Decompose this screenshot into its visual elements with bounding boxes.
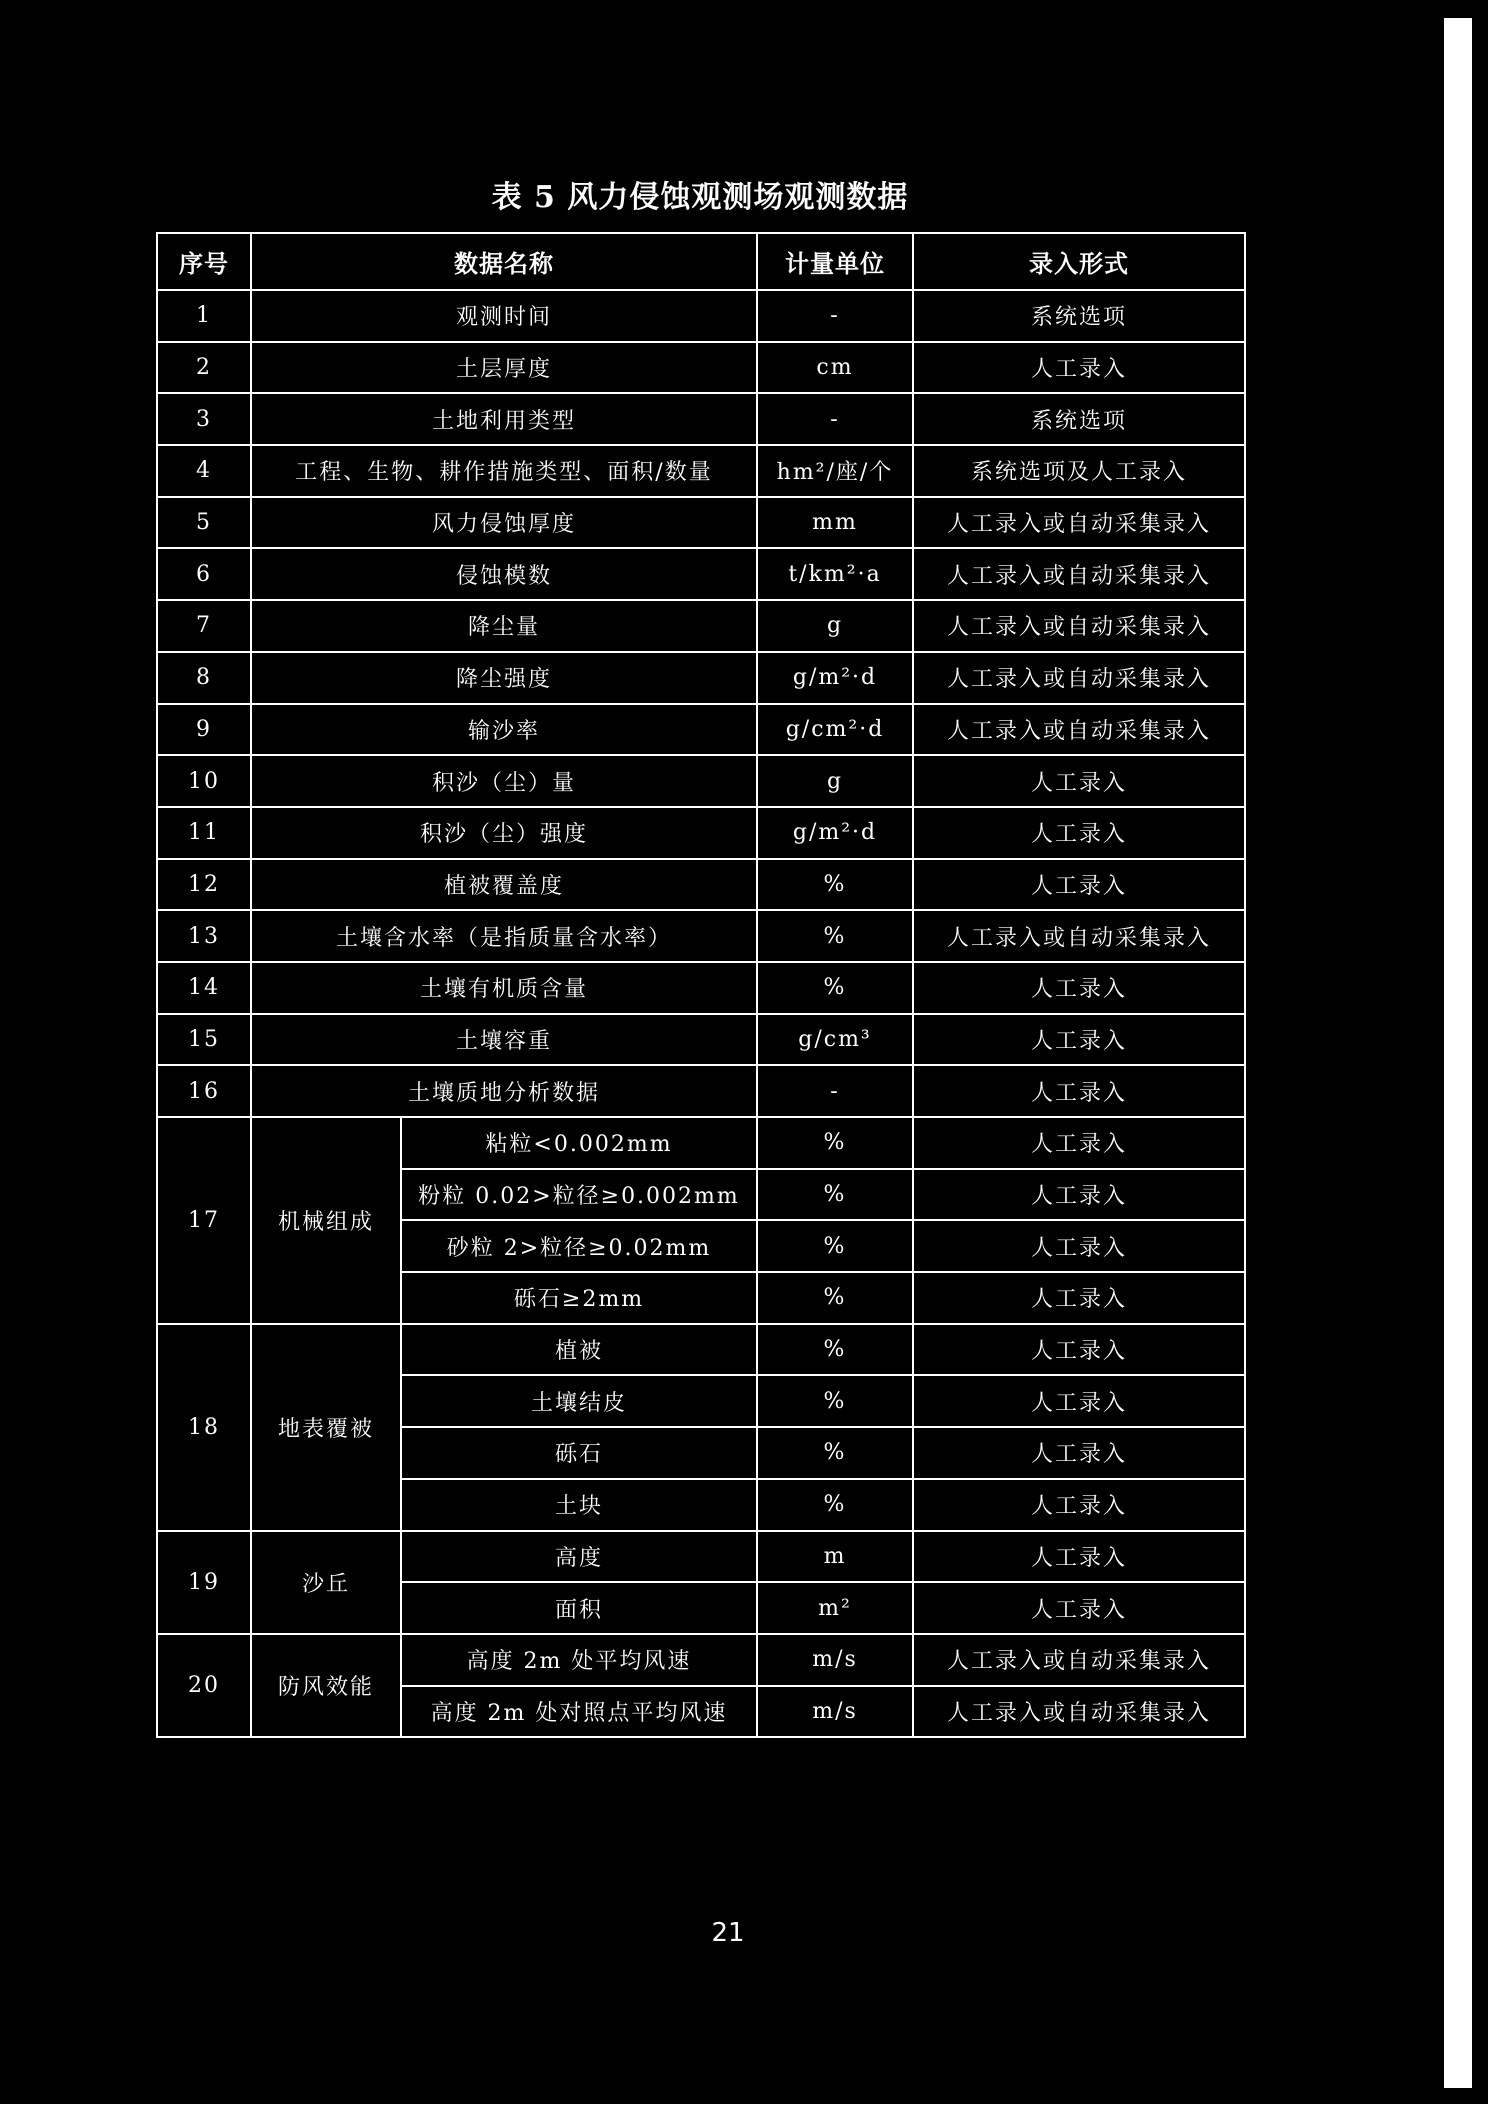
row-entry: 人工录入或自动采集录入 (913, 1634, 1245, 1686)
group-name: 地表覆被 (251, 1324, 401, 1531)
table-row (157, 342, 1245, 394)
row-entry: 人工录入或自动采集录入 (913, 652, 1245, 704)
row-name: 降尘强度 (251, 652, 757, 704)
sub-item-name: 植被 (401, 1324, 757, 1376)
row-unit: m/s (757, 1686, 913, 1738)
row-entry: 人工录入或自动采集录入 (913, 497, 1245, 549)
sub-item-name: 粘粒<0.002mm (401, 1117, 757, 1169)
sub-item-name: 粉粒 0.02>粒径≥0.002mm (401, 1169, 757, 1221)
row-unit: cm (757, 342, 913, 394)
row-unit: g/m²·d (757, 807, 913, 859)
row-index: 8 (157, 652, 251, 704)
table-row (157, 1634, 1245, 1686)
row-name: 植被覆盖度 (251, 859, 757, 911)
row-unit: g/cm³ (757, 1014, 913, 1066)
sub-item-name: 高度 2m 处对照点平均风速 (401, 1686, 757, 1738)
row-entry: 人工录入 (913, 1014, 1245, 1066)
observation-data-table (156, 232, 1246, 1738)
table-row (157, 497, 1245, 549)
sub-item-name: 高度 2m 处平均风速 (401, 1634, 757, 1686)
row-name: 风力侵蚀厚度 (251, 497, 757, 549)
row-name: 土地利用类型 (251, 393, 757, 445)
row-unit: m² (757, 1582, 913, 1634)
row-index: 7 (157, 600, 251, 652)
sub-item-name: 面积 (401, 1582, 757, 1634)
table-row (157, 910, 1245, 962)
header-name: 数据名称 (251, 233, 757, 290)
row-entry: 人工录入或自动采集录入 (913, 704, 1245, 756)
row-entry: 系统选项 (913, 290, 1245, 342)
table-row (157, 859, 1245, 911)
row-unit: - (757, 290, 913, 342)
row-index: 17 (157, 1117, 251, 1324)
table-row (157, 1324, 1245, 1376)
row-entry: 人工录入或自动采集录入 (913, 1686, 1245, 1738)
page-number: 21 (711, 1918, 745, 1948)
row-entry: 人工录入 (913, 1324, 1245, 1376)
row-name: 积沙（尘）量 (251, 755, 757, 807)
row-unit: % (757, 1117, 913, 1169)
row-name: 侵蚀模数 (251, 548, 757, 600)
row-entry: 人工录入 (913, 1220, 1245, 1272)
row-index: 13 (157, 910, 251, 962)
row-name: 输沙率 (251, 704, 757, 756)
row-name: 积沙（尘）强度 (251, 807, 757, 859)
row-unit: mm (757, 497, 913, 549)
row-unit: % (757, 1375, 913, 1427)
row-index: 16 (157, 1065, 251, 1117)
row-index: 9 (157, 704, 251, 756)
row-unit: % (757, 1427, 913, 1479)
sub-item-name: 土壤结皮 (401, 1375, 757, 1427)
row-entry: 人工录入 (913, 1582, 1245, 1634)
row-index: 11 (157, 807, 251, 859)
row-index: 20 (157, 1634, 251, 1737)
row-entry: 人工录入或自动采集录入 (913, 910, 1245, 962)
table-row (157, 600, 1245, 652)
row-unit: m (757, 1531, 913, 1583)
row-unit: % (757, 1479, 913, 1531)
row-entry: 人工录入 (913, 1531, 1245, 1583)
row-unit: % (757, 962, 913, 1014)
table-row (157, 962, 1245, 1014)
sub-item-name: 砾石 (401, 1427, 757, 1479)
row-name: 工程、生物、耕作措施类型、面积/数量 (251, 445, 757, 497)
row-entry: 人工录入 (913, 1117, 1245, 1169)
row-entry: 人工录入 (913, 962, 1245, 1014)
table-row (157, 1531, 1245, 1583)
row-index: 1 (157, 290, 251, 342)
row-unit: % (757, 1169, 913, 1221)
header-entry: 录入形式 (913, 233, 1245, 290)
row-unit: g/m²·d (757, 652, 913, 704)
row-name: 降尘量 (251, 600, 757, 652)
table-row (157, 290, 1245, 342)
table-body (157, 290, 1245, 1737)
table-row (157, 755, 1245, 807)
row-name: 土壤容重 (251, 1014, 757, 1066)
row-index: 12 (157, 859, 251, 911)
row-index: 19 (157, 1531, 251, 1634)
row-entry: 人工录入或自动采集录入 (913, 600, 1245, 652)
row-entry: 人工录入 (913, 1427, 1245, 1479)
row-entry: 人工录入 (913, 1169, 1245, 1221)
row-index: 3 (157, 393, 251, 445)
row-entry: 人工录入 (913, 1065, 1245, 1117)
row-index: 10 (157, 755, 251, 807)
row-unit: t/km²·a (757, 548, 913, 600)
table-row (157, 704, 1245, 756)
row-index: 15 (157, 1014, 251, 1066)
row-unit: - (757, 1065, 913, 1117)
row-unit: % (757, 910, 913, 962)
row-unit: % (757, 1324, 913, 1376)
group-name: 沙丘 (251, 1531, 401, 1634)
header-unit: 计量单位 (757, 233, 913, 290)
group-name: 防风效能 (251, 1634, 401, 1737)
table-row (157, 548, 1245, 600)
row-name: 土壤含水率（是指质量含水率） (251, 910, 757, 962)
row-index: 5 (157, 497, 251, 549)
row-unit: g (757, 755, 913, 807)
row-entry: 人工录入或自动采集录入 (913, 548, 1245, 600)
sub-item-name: 砾石≥2mm (401, 1272, 757, 1324)
group-name: 机械组成 (251, 1117, 401, 1324)
table-row (157, 1014, 1245, 1066)
row-index: 14 (157, 962, 251, 1014)
row-entry: 人工录入 (913, 1375, 1245, 1427)
sub-item-name: 高度 (401, 1531, 757, 1583)
table-row (157, 652, 1245, 704)
table-header-row (157, 233, 1245, 290)
sub-item-name: 砂粒 2>粒径≥0.02mm (401, 1220, 757, 1272)
row-name: 土壤有机质含量 (251, 962, 757, 1014)
row-entry: 人工录入 (913, 342, 1245, 394)
row-entry: 人工录入 (913, 1479, 1245, 1531)
row-index: 2 (157, 342, 251, 394)
row-unit: g/cm²·d (757, 704, 913, 756)
row-unit: % (757, 1220, 913, 1272)
row-index: 4 (157, 445, 251, 497)
row-unit: g (757, 600, 913, 652)
row-index: 6 (157, 548, 251, 600)
row-entry: 人工录入 (913, 1272, 1245, 1324)
table-row (157, 393, 1245, 445)
table-row (157, 1117, 1245, 1169)
row-name: 土壤质地分析数据 (251, 1065, 757, 1117)
row-unit: hm²/座/个 (757, 445, 913, 497)
table-row (157, 807, 1245, 859)
sub-item-name: 土块 (401, 1479, 757, 1531)
row-unit: - (757, 393, 913, 445)
table-title: 表 5 风力侵蚀观测场观测数据 (491, 180, 909, 215)
row-index: 18 (157, 1324, 251, 1531)
row-entry: 人工录入 (913, 807, 1245, 859)
row-entry: 系统选项 (913, 393, 1245, 445)
header-index: 序号 (157, 233, 251, 290)
row-entry: 人工录入 (913, 859, 1245, 911)
row-name: 观测时间 (251, 290, 757, 342)
row-unit: % (757, 1272, 913, 1324)
row-entry: 系统选项及人工录入 (913, 445, 1245, 497)
row-unit: m/s (757, 1634, 913, 1686)
page-edge-strip (1444, 18, 1472, 2088)
row-entry: 人工录入 (913, 755, 1245, 807)
row-name: 土层厚度 (251, 342, 757, 394)
table-row (157, 445, 1245, 497)
table-row (157, 1065, 1245, 1117)
row-unit: % (757, 859, 913, 911)
